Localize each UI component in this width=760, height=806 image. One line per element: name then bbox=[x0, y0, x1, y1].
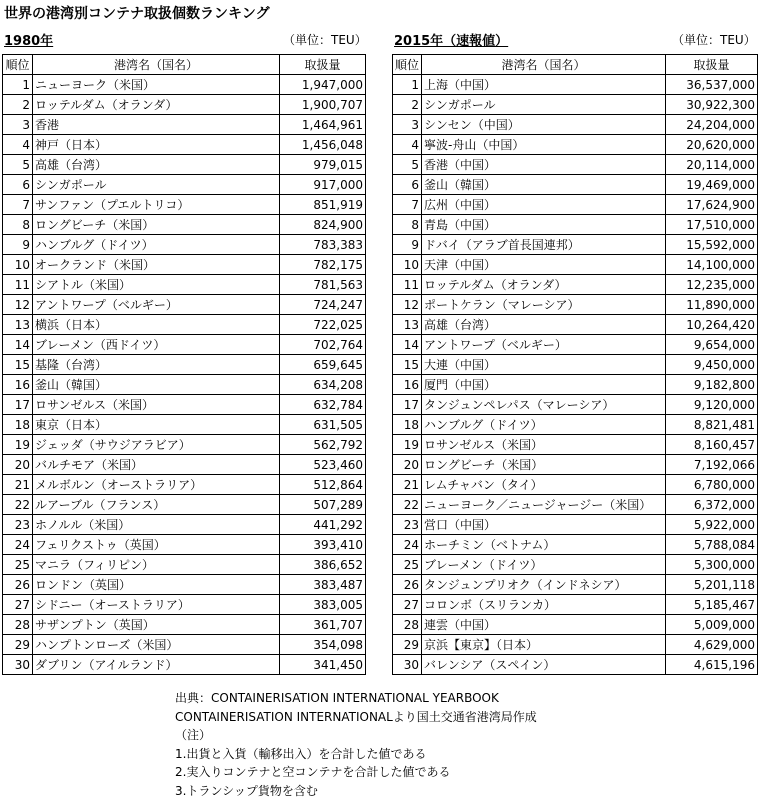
port-cell: 寧波-舟山（中国） bbox=[422, 135, 666, 155]
port-cell: タンジュンペレパス（マレーシア） bbox=[422, 395, 666, 415]
port-cell: 営口（中国） bbox=[422, 515, 666, 535]
port-cell: 天津（中国） bbox=[422, 255, 666, 275]
rank-cell: 21 bbox=[3, 475, 33, 495]
ranking-table-2015 bbox=[392, 54, 758, 675]
port-cell: 高雄（台湾） bbox=[33, 155, 280, 175]
rank-cell: 27 bbox=[3, 595, 33, 615]
table-row bbox=[3, 475, 366, 495]
note-line: 出典：CONTAINERISATION INTERNATIONAL YEARBOOK bbox=[175, 691, 499, 705]
table-row bbox=[393, 195, 758, 215]
note-line: CONTAINERISATION INTERNATIONALより国土交通省港湾局作成 bbox=[175, 709, 537, 724]
port-cell: ブレーメン（西ドイツ） bbox=[33, 335, 280, 355]
rank-cell: 29 bbox=[3, 635, 33, 655]
table-row bbox=[393, 575, 758, 595]
table-row bbox=[3, 495, 366, 515]
table-row bbox=[3, 115, 366, 135]
table-row bbox=[393, 235, 758, 255]
port-cell: オークランド（米国） bbox=[33, 255, 280, 275]
port-cell: ロッテルダム（オランダ） bbox=[422, 275, 666, 295]
volume-cell: 781,563 bbox=[280, 275, 366, 295]
port-cell: ポートケラン（マレーシア） bbox=[422, 295, 666, 315]
table-row bbox=[3, 395, 366, 415]
rank-cell: 18 bbox=[3, 415, 33, 435]
volume-cell: 9,654,000 bbox=[666, 335, 758, 355]
rank-cell: 11 bbox=[393, 275, 422, 295]
rank-cell: 9 bbox=[3, 235, 33, 255]
rank-cell: 22 bbox=[3, 495, 33, 515]
port-cell: ロングビーチ（米国） bbox=[422, 455, 666, 475]
volume-cell: 20,620,000 bbox=[666, 135, 758, 155]
rank-cell: 1 bbox=[393, 75, 422, 95]
table-row bbox=[393, 535, 758, 555]
rank-cell: 16 bbox=[3, 375, 33, 395]
table-row bbox=[3, 355, 366, 375]
rank-cell: 19 bbox=[393, 435, 422, 455]
table-row bbox=[393, 355, 758, 375]
port-cell: ホノルル（米国） bbox=[33, 515, 280, 535]
port-cell: シアトル（米国） bbox=[33, 275, 280, 295]
rank-cell: 11 bbox=[3, 275, 33, 295]
port-cell: シンセン（中国） bbox=[422, 115, 666, 135]
table-row bbox=[3, 415, 366, 435]
rank-cell: 6 bbox=[393, 175, 422, 195]
table-row bbox=[3, 255, 366, 275]
rank-cell: 27 bbox=[393, 595, 422, 615]
volume-cell: 507,289 bbox=[280, 495, 366, 515]
volume-cell: 9,120,000 bbox=[666, 395, 758, 415]
table-row bbox=[393, 635, 758, 655]
port-cell: レムチャバン（タイ） bbox=[422, 475, 666, 495]
table-row bbox=[393, 595, 758, 615]
volume-cell: 1,947,000 bbox=[280, 75, 366, 95]
rank-cell: 28 bbox=[3, 615, 33, 635]
port-cell: フェリクストゥ（英国） bbox=[33, 535, 280, 555]
table-row bbox=[393, 255, 758, 275]
table-row bbox=[393, 515, 758, 535]
section-heading-2015: 2015年（速報値） bbox=[394, 34, 509, 49]
port-cell: ロサンゼルス（米国） bbox=[422, 435, 666, 455]
port-cell: ロングビーチ（米国） bbox=[33, 215, 280, 235]
port-cell: 連雲（中国） bbox=[422, 615, 666, 635]
volume-cell: 341,450 bbox=[280, 655, 366, 675]
port-cell: ドバイ（アラブ首長国連邦） bbox=[422, 235, 666, 255]
table-row bbox=[393, 295, 758, 315]
rank-cell: 24 bbox=[3, 535, 33, 555]
volume-cell: 783,383 bbox=[280, 235, 366, 255]
port-cell: ロサンゼルス（米国） bbox=[33, 395, 280, 415]
rank-cell: 7 bbox=[3, 195, 33, 215]
table-row bbox=[3, 435, 366, 455]
port-cell: 釜山（韓国） bbox=[422, 175, 666, 195]
volume-cell: 383,487 bbox=[280, 575, 366, 595]
volume-cell: 14,100,000 bbox=[666, 255, 758, 275]
rank-cell: 22 bbox=[393, 495, 422, 515]
volume-cell: 15,592,000 bbox=[666, 235, 758, 255]
table-row bbox=[393, 435, 758, 455]
section-heading-1980: 1980年 bbox=[4, 34, 54, 49]
port-cell: 横浜（日本） bbox=[33, 315, 280, 335]
port-cell: ブレーメン（ドイツ） bbox=[422, 555, 666, 575]
table-row bbox=[393, 475, 758, 495]
port-cell: ホーチミン（ベトナム） bbox=[422, 535, 666, 555]
rank-cell: 4 bbox=[3, 135, 33, 155]
table-row bbox=[3, 215, 366, 235]
rank-cell: 10 bbox=[393, 255, 422, 275]
rank-cell: 10 bbox=[3, 255, 33, 275]
page-title: 世界の港湾別コンテナ取扱個数ランキング bbox=[4, 6, 270, 22]
port-cell: 香港（中国） bbox=[422, 155, 666, 175]
header-rank: 順位 bbox=[393, 55, 422, 75]
volume-cell: 8,160,457 bbox=[666, 435, 758, 455]
volume-cell: 1,464,961 bbox=[280, 115, 366, 135]
port-cell: ニューヨーク／ニュージャージー（米国） bbox=[422, 495, 666, 515]
rank-cell: 29 bbox=[393, 635, 422, 655]
table-row bbox=[393, 275, 758, 295]
volume-cell: 4,615,196 bbox=[666, 655, 758, 675]
unit-label-1980: （単位：TEU） bbox=[283, 33, 367, 47]
table-header-row bbox=[393, 55, 758, 75]
volume-cell: 386,652 bbox=[280, 555, 366, 575]
rank-cell: 26 bbox=[3, 575, 33, 595]
port-cell: 青島（中国） bbox=[422, 215, 666, 235]
volume-cell: 634,208 bbox=[280, 375, 366, 395]
rank-cell: 14 bbox=[393, 335, 422, 355]
rank-cell: 6 bbox=[3, 175, 33, 195]
port-cell: シドニー（オーストラリア） bbox=[33, 595, 280, 615]
table-row bbox=[3, 635, 366, 655]
rank-cell: 3 bbox=[3, 115, 33, 135]
table-row bbox=[393, 315, 758, 335]
table-row bbox=[393, 175, 758, 195]
volume-cell: 1,456,048 bbox=[280, 135, 366, 155]
table-row bbox=[3, 335, 366, 355]
table-row bbox=[393, 95, 758, 115]
rank-cell: 15 bbox=[393, 355, 422, 375]
table-row bbox=[393, 155, 758, 175]
rank-cell: 13 bbox=[3, 315, 33, 335]
volume-cell: 354,098 bbox=[280, 635, 366, 655]
table-row bbox=[3, 155, 366, 175]
ranking-table-1980 bbox=[2, 54, 366, 675]
port-cell: コロンボ（スリランカ） bbox=[422, 595, 666, 615]
volume-cell: 917,000 bbox=[280, 175, 366, 195]
table-row bbox=[3, 95, 366, 115]
volume-cell: 5,201,118 bbox=[666, 575, 758, 595]
volume-cell: 724,247 bbox=[280, 295, 366, 315]
rank-cell: 8 bbox=[3, 215, 33, 235]
volume-cell: 722,025 bbox=[280, 315, 366, 335]
header-rank: 順位 bbox=[3, 55, 33, 75]
volume-cell: 5,922,000 bbox=[666, 515, 758, 535]
volume-cell: 824,900 bbox=[280, 215, 366, 235]
header-port: 港湾名（国名） bbox=[33, 55, 280, 75]
table-row bbox=[3, 455, 366, 475]
volume-cell: 851,919 bbox=[280, 195, 366, 215]
port-cell: 釜山（韓国） bbox=[33, 375, 280, 395]
table-row bbox=[3, 555, 366, 575]
volume-cell: 632,784 bbox=[280, 395, 366, 415]
table-row bbox=[393, 455, 758, 475]
port-cell: バレンシア（スペイン） bbox=[422, 655, 666, 675]
volume-cell: 562,792 bbox=[280, 435, 366, 455]
rank-cell: 30 bbox=[3, 655, 33, 675]
table-row bbox=[3, 195, 366, 215]
rank-cell: 12 bbox=[3, 295, 33, 315]
volume-cell: 30,922,300 bbox=[666, 95, 758, 115]
port-cell: アントワープ（ベルギー） bbox=[422, 335, 666, 355]
rank-cell: 21 bbox=[393, 475, 422, 495]
port-cell: アントワープ（ベルギー） bbox=[33, 295, 280, 315]
volume-cell: 782,175 bbox=[280, 255, 366, 275]
volume-cell: 5,185,467 bbox=[666, 595, 758, 615]
volume-cell: 9,450,000 bbox=[666, 355, 758, 375]
port-cell: ダブリン（アイルランド） bbox=[33, 655, 280, 675]
volume-cell: 1,900,707 bbox=[280, 95, 366, 115]
volume-cell: 631,505 bbox=[280, 415, 366, 435]
table-row bbox=[3, 515, 366, 535]
port-cell: 東京（日本） bbox=[33, 415, 280, 435]
table-row bbox=[3, 295, 366, 315]
table-row bbox=[3, 135, 366, 155]
rank-cell: 9 bbox=[393, 235, 422, 255]
volume-cell: 9,182,800 bbox=[666, 375, 758, 395]
rank-cell: 23 bbox=[393, 515, 422, 535]
volume-cell: 361,707 bbox=[280, 615, 366, 635]
table-row bbox=[3, 595, 366, 615]
note-line: 2.実入りコンテナと空コンテナを合計した値である bbox=[175, 765, 451, 779]
volume-cell: 7,192,066 bbox=[666, 455, 758, 475]
note-line: （注） bbox=[175, 728, 212, 742]
port-cell: バルチモア（米国） bbox=[33, 455, 280, 475]
rank-cell: 5 bbox=[393, 155, 422, 175]
rank-cell: 25 bbox=[3, 555, 33, 575]
port-cell: タンジュンプリオク（インドネシア） bbox=[422, 575, 666, 595]
port-cell: メルボルン（オーストラリア） bbox=[33, 475, 280, 495]
table-row bbox=[3, 275, 366, 295]
rank-cell: 13 bbox=[393, 315, 422, 335]
table-row bbox=[3, 175, 366, 195]
volume-cell: 36,537,000 bbox=[666, 75, 758, 95]
table-row bbox=[393, 415, 758, 435]
volume-cell: 393,410 bbox=[280, 535, 366, 555]
table-row bbox=[393, 395, 758, 415]
table-row bbox=[3, 655, 366, 675]
port-cell: サンファン（プエルトリコ） bbox=[33, 195, 280, 215]
port-cell: 神戸（日本） bbox=[33, 135, 280, 155]
volume-cell: 24,204,000 bbox=[666, 115, 758, 135]
volume-cell: 19,469,000 bbox=[666, 175, 758, 195]
volume-cell: 441,292 bbox=[280, 515, 366, 535]
rank-cell: 8 bbox=[393, 215, 422, 235]
table-row bbox=[393, 215, 758, 235]
port-cell: ハンブルグ（ドイツ） bbox=[422, 415, 666, 435]
table-row bbox=[393, 375, 758, 395]
rank-cell: 28 bbox=[393, 615, 422, 635]
rank-cell: 17 bbox=[3, 395, 33, 415]
rank-cell: 1 bbox=[3, 75, 33, 95]
port-cell: シンガポール bbox=[33, 175, 280, 195]
rank-cell: 4 bbox=[393, 135, 422, 155]
port-cell: 香港 bbox=[33, 115, 280, 135]
rank-cell: 23 bbox=[3, 515, 33, 535]
port-cell: ルアーブル（フランス） bbox=[33, 495, 280, 515]
table-row bbox=[3, 235, 366, 255]
source-notes bbox=[175, 689, 537, 800]
table-header-row bbox=[3, 55, 366, 75]
volume-cell: 17,624,900 bbox=[666, 195, 758, 215]
port-cell: 京浜【東京】（日本） bbox=[422, 635, 666, 655]
volume-cell: 4,629,000 bbox=[666, 635, 758, 655]
table-row bbox=[393, 115, 758, 135]
table-row bbox=[393, 135, 758, 155]
header-volume: 取扱量 bbox=[280, 55, 366, 75]
rank-cell: 30 bbox=[393, 655, 422, 675]
rank-cell: 12 bbox=[393, 295, 422, 315]
rank-cell: 17 bbox=[393, 395, 422, 415]
table-row bbox=[3, 575, 366, 595]
port-cell: ハンブルグ（ドイツ） bbox=[33, 235, 280, 255]
rank-cell: 26 bbox=[393, 575, 422, 595]
rank-cell: 2 bbox=[393, 95, 422, 115]
port-cell: ジェッダ（サウジアラビア） bbox=[33, 435, 280, 455]
volume-cell: 383,005 bbox=[280, 595, 366, 615]
table-row bbox=[393, 495, 758, 515]
volume-cell: 702,764 bbox=[280, 335, 366, 355]
volume-cell: 5,300,000 bbox=[666, 555, 758, 575]
volume-cell: 10,264,420 bbox=[666, 315, 758, 335]
table-row bbox=[393, 655, 758, 675]
rank-cell: 20 bbox=[393, 455, 422, 475]
volume-cell: 523,460 bbox=[280, 455, 366, 475]
table-row bbox=[3, 375, 366, 395]
rank-cell: 19 bbox=[3, 435, 33, 455]
volume-cell: 17,510,000 bbox=[666, 215, 758, 235]
header-port: 港湾名（国名） bbox=[422, 55, 666, 75]
rank-cell: 24 bbox=[393, 535, 422, 555]
volume-cell: 20,114,000 bbox=[666, 155, 758, 175]
table-row bbox=[393, 75, 758, 95]
port-cell: 大連（中国） bbox=[422, 355, 666, 375]
port-cell: 広州（中国） bbox=[422, 195, 666, 215]
rank-cell: 5 bbox=[3, 155, 33, 175]
volume-cell: 979,015 bbox=[280, 155, 366, 175]
port-cell: シンガポール bbox=[422, 95, 666, 115]
volume-cell: 6,372,000 bbox=[666, 495, 758, 515]
table-row bbox=[393, 555, 758, 575]
rank-cell: 18 bbox=[393, 415, 422, 435]
table-row bbox=[3, 535, 366, 555]
volume-cell: 6,780,000 bbox=[666, 475, 758, 495]
note-line: 1.出貨と入貨（輸移出入）を合計した値である bbox=[175, 746, 427, 761]
rank-cell: 15 bbox=[3, 355, 33, 375]
rank-cell: 2 bbox=[3, 95, 33, 115]
volume-cell: 5,009,000 bbox=[666, 615, 758, 635]
volume-cell: 512,864 bbox=[280, 475, 366, 495]
port-cell: ハンプトンローズ（米国） bbox=[33, 635, 280, 655]
rank-cell: 7 bbox=[393, 195, 422, 215]
port-cell: 基隆（台湾） bbox=[33, 355, 280, 375]
port-cell: 高雄（台湾） bbox=[422, 315, 666, 335]
table-row bbox=[3, 615, 366, 635]
header-volume: 取扱量 bbox=[666, 55, 758, 75]
volume-cell: 12,235,000 bbox=[666, 275, 758, 295]
port-cell: ニューヨーク（米国） bbox=[33, 75, 280, 95]
port-cell: 厦門（中国） bbox=[422, 375, 666, 395]
table-row bbox=[3, 315, 366, 335]
rank-cell: 3 bbox=[393, 115, 422, 135]
note-line: 3.トランシップ貨物を含む bbox=[175, 783, 318, 798]
table-row bbox=[393, 335, 758, 355]
rank-cell: 14 bbox=[3, 335, 33, 355]
volume-cell: 659,645 bbox=[280, 355, 366, 375]
rank-cell: 16 bbox=[393, 375, 422, 395]
volume-cell: 5,788,084 bbox=[666, 535, 758, 555]
port-cell: ロンドン（英国） bbox=[33, 575, 280, 595]
port-cell: マニラ（フィリピン） bbox=[33, 555, 280, 575]
table-row bbox=[393, 615, 758, 635]
volume-cell: 11,890,000 bbox=[666, 295, 758, 315]
port-cell: 上海（中国） bbox=[422, 75, 666, 95]
port-cell: ロッテルダム（オランダ） bbox=[33, 95, 280, 115]
rank-cell: 25 bbox=[393, 555, 422, 575]
volume-cell: 8,821,481 bbox=[666, 415, 758, 435]
port-cell: サザンプトン（英国） bbox=[33, 615, 280, 635]
table-row bbox=[3, 75, 366, 95]
rank-cell: 20 bbox=[3, 455, 33, 475]
unit-label-2015: （単位：TEU） bbox=[672, 33, 756, 47]
